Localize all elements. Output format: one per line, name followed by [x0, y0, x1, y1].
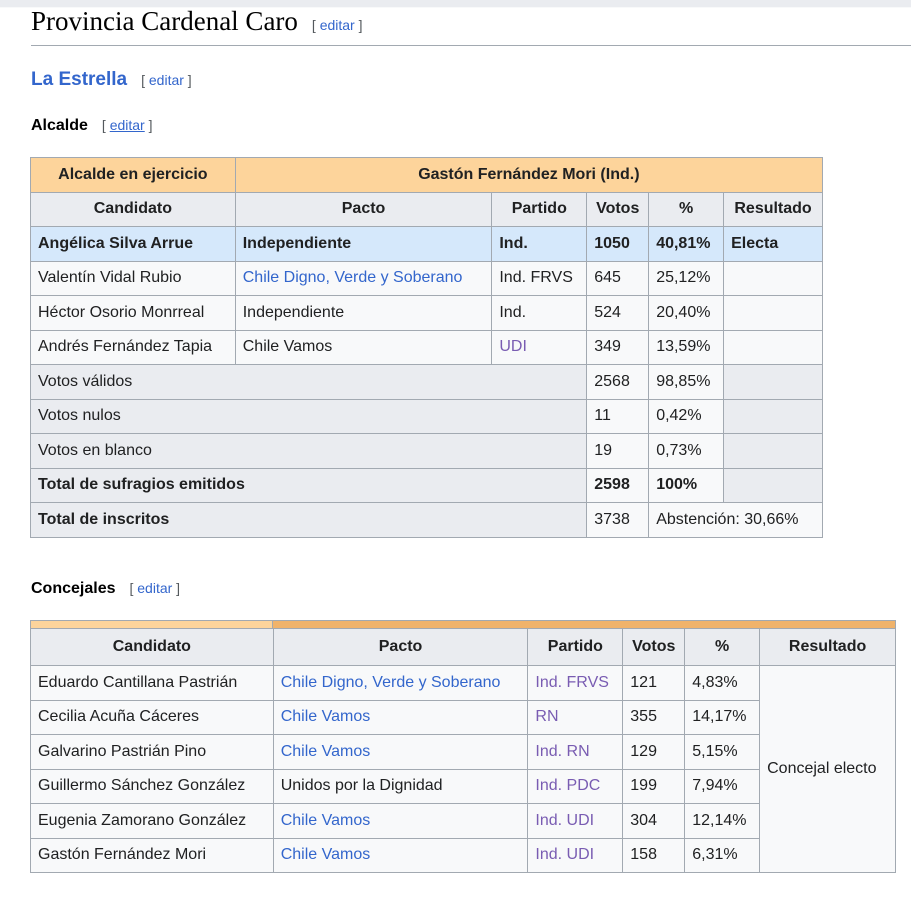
candidate-name: Andrés Fernández Tapia	[31, 330, 236, 365]
summary-row	[31, 399, 823, 434]
col-resultado: Resultado	[760, 629, 896, 666]
alcalde-edit: [ editar ]	[101, 117, 153, 133]
candidate-pacto: Independiente	[235, 296, 492, 331]
summary-row	[31, 434, 823, 469]
candidate-name: Gastón Fernández Mori	[31, 838, 274, 873]
concejales-heading	[31, 580, 180, 598]
candidate-name: Héctor Osorio Monrreal	[31, 296, 236, 331]
candidate-pacto-link[interactable]: Chile Vamos	[273, 735, 528, 770]
summary-empty	[724, 365, 823, 400]
section-heading-rule	[31, 45, 911, 46]
summary-pct: 98,85%	[649, 365, 724, 400]
candidate-partido-link[interactable]: UDI	[492, 330, 587, 365]
col-partido: Partido	[492, 192, 587, 227]
alcalde-heading-title: Alcalde	[31, 117, 88, 134]
col-votos: Votos	[587, 192, 649, 227]
candidate-partido: Ind.	[492, 227, 587, 262]
concejales-heading-title: Concejales	[31, 580, 116, 597]
col-pacto: Pacto	[273, 629, 528, 666]
candidate-partido-link[interactable]: Ind. PDC	[528, 769, 623, 804]
candidate-votos: 199	[623, 769, 685, 804]
candidate-pct: 14,17%	[685, 700, 760, 735]
candidate-pacto-link[interactable]: Chile Digno, Verde y Soberano	[273, 666, 528, 701]
col-partido: Partido	[528, 629, 623, 666]
commune-edit-link[interactable]: editar	[148, 72, 184, 88]
candidate-pacto-link[interactable]: Chile Digno, Verde y Soberano	[235, 261, 492, 296]
summary-label: Total de inscritos	[31, 503, 587, 538]
candidate-pacto-link[interactable]: Chile Vamos	[273, 804, 528, 839]
summary-empty	[724, 468, 823, 503]
candidate-pacto-link[interactable]: Chile Vamos	[273, 838, 528, 873]
candidate-partido-link[interactable]: RN	[528, 700, 623, 735]
summary-label: Total de sufragios emitidos	[31, 468, 587, 503]
candidate-votos: 1050	[587, 227, 649, 262]
table-row	[31, 330, 823, 365]
candidate-resultado	[724, 261, 823, 296]
summary-votos: 2568	[587, 365, 649, 400]
concejales-edit: [ editar ]	[129, 580, 181, 596]
concejales-header-row	[31, 629, 896, 666]
candidate-pct: 4,83%	[685, 666, 760, 701]
candidate-pct: 20,40%	[649, 296, 724, 331]
col-votos: Votos	[623, 629, 685, 666]
candidate-name: Cecilia Acuña Cáceres	[31, 700, 274, 735]
summary-label: Votos en blanco	[31, 434, 587, 469]
table-row	[31, 296, 823, 331]
candidate-partido-link[interactable]: Ind. UDI	[528, 804, 623, 839]
section-edit: [ editar ]	[311, 17, 363, 33]
alcalde-table	[30, 157, 823, 538]
summary-votos: 2598	[587, 468, 649, 503]
candidate-partido-link[interactable]: Ind. FRVS	[528, 666, 623, 701]
summary-empty	[724, 434, 823, 469]
concejales-table	[30, 628, 896, 873]
col-pct: %	[649, 192, 724, 227]
candidate-votos: 355	[623, 700, 685, 735]
incumbent-label: Alcalde en ejercicio	[31, 158, 236, 193]
concejales-color-bar-right	[273, 620, 896, 628]
summary-row	[31, 503, 823, 538]
table-row	[31, 666, 896, 701]
summary-pct: Abstención: 30,66%	[649, 503, 823, 538]
candidate-pacto-link[interactable]: Chile Vamos	[273, 700, 528, 735]
col-resultado: Resultado	[724, 192, 823, 227]
summary-label: Votos nulos	[31, 399, 587, 434]
candidate-partido-link[interactable]: Ind. UDI	[528, 838, 623, 873]
commune-title: La Estrella	[31, 69, 128, 90]
summary-row	[31, 468, 823, 503]
table-row	[31, 227, 823, 262]
section-heading	[31, 6, 363, 37]
commune-heading	[31, 69, 192, 91]
candidate-name: Guillermo Sánchez González	[31, 769, 274, 804]
candidate-pct: 5,15%	[685, 735, 760, 770]
incumbent-name: Gastón Fernández Mori (Ind.)	[235, 158, 822, 193]
col-candidato: Candidato	[31, 192, 236, 227]
candidate-pct: 6,31%	[685, 838, 760, 873]
candidate-votos: 304	[623, 804, 685, 839]
candidate-pct: 12,14%	[685, 804, 760, 839]
alcalde-heading	[31, 117, 153, 135]
candidate-pacto: Chile Vamos	[235, 330, 492, 365]
candidate-partido: Ind.	[492, 296, 587, 331]
summary-row	[31, 365, 823, 400]
candidate-pct: 13,59%	[649, 330, 724, 365]
summary-votos: 11	[587, 399, 649, 434]
candidate-name: Galvarino Pastrián Pino	[31, 735, 274, 770]
candidate-pct: 25,12%	[649, 261, 724, 296]
col-candidato: Candidato	[31, 629, 274, 666]
summary-votos: 19	[587, 434, 649, 469]
col-pacto: Pacto	[235, 192, 492, 227]
summary-empty	[724, 399, 823, 434]
candidate-votos: 524	[587, 296, 649, 331]
candidate-name: Eduardo Cantillana Pastrián	[31, 666, 274, 701]
candidate-resultado	[724, 296, 823, 331]
candidate-partido-link[interactable]: Ind. RN	[528, 735, 623, 770]
candidate-pct: 7,94%	[685, 769, 760, 804]
concejales-color-bar-left	[30, 620, 273, 628]
summary-pct: 0,73%	[649, 434, 724, 469]
candidate-votos: 121	[623, 666, 685, 701]
summary-votos: 3738	[587, 503, 649, 538]
candidate-votos: 645	[587, 261, 649, 296]
section-title: Provincia Cardenal Caro	[31, 6, 298, 36]
alcalde-header-row	[31, 192, 823, 227]
candidate-name: Eugenia Zamorano González	[31, 804, 274, 839]
summary-pct: 100%	[649, 468, 724, 503]
candidate-name: Angélica Silva Arrue	[31, 227, 236, 262]
commune-edit: [ editar ]	[141, 72, 192, 88]
table-row	[31, 261, 823, 296]
candidate-pacto: Independiente	[235, 227, 492, 262]
concejal-resultado: Concejal electo	[760, 666, 896, 873]
candidate-resultado: Electa	[724, 227, 823, 262]
candidate-votos: 129	[623, 735, 685, 770]
candidate-resultado	[724, 330, 823, 365]
candidate-partido: Ind. FRVS	[492, 261, 587, 296]
candidate-pct: 40,81%	[649, 227, 724, 262]
summary-label: Votos válidos	[31, 365, 587, 400]
summary-pct: 0,42%	[649, 399, 724, 434]
col-pct: %	[685, 629, 760, 666]
incumbent-row	[31, 158, 823, 193]
concejales-edit-link[interactable]: editar	[137, 580, 173, 596]
alcalde-edit-link[interactable]: editar	[109, 117, 145, 133]
candidate-pacto: Unidos por la Dignidad	[273, 769, 528, 804]
candidate-votos: 349	[587, 330, 649, 365]
section-edit-link[interactable]: editar	[319, 17, 355, 33]
candidate-votos: 158	[623, 838, 685, 873]
candidate-name: Valentín Vidal Rubio	[31, 261, 236, 296]
